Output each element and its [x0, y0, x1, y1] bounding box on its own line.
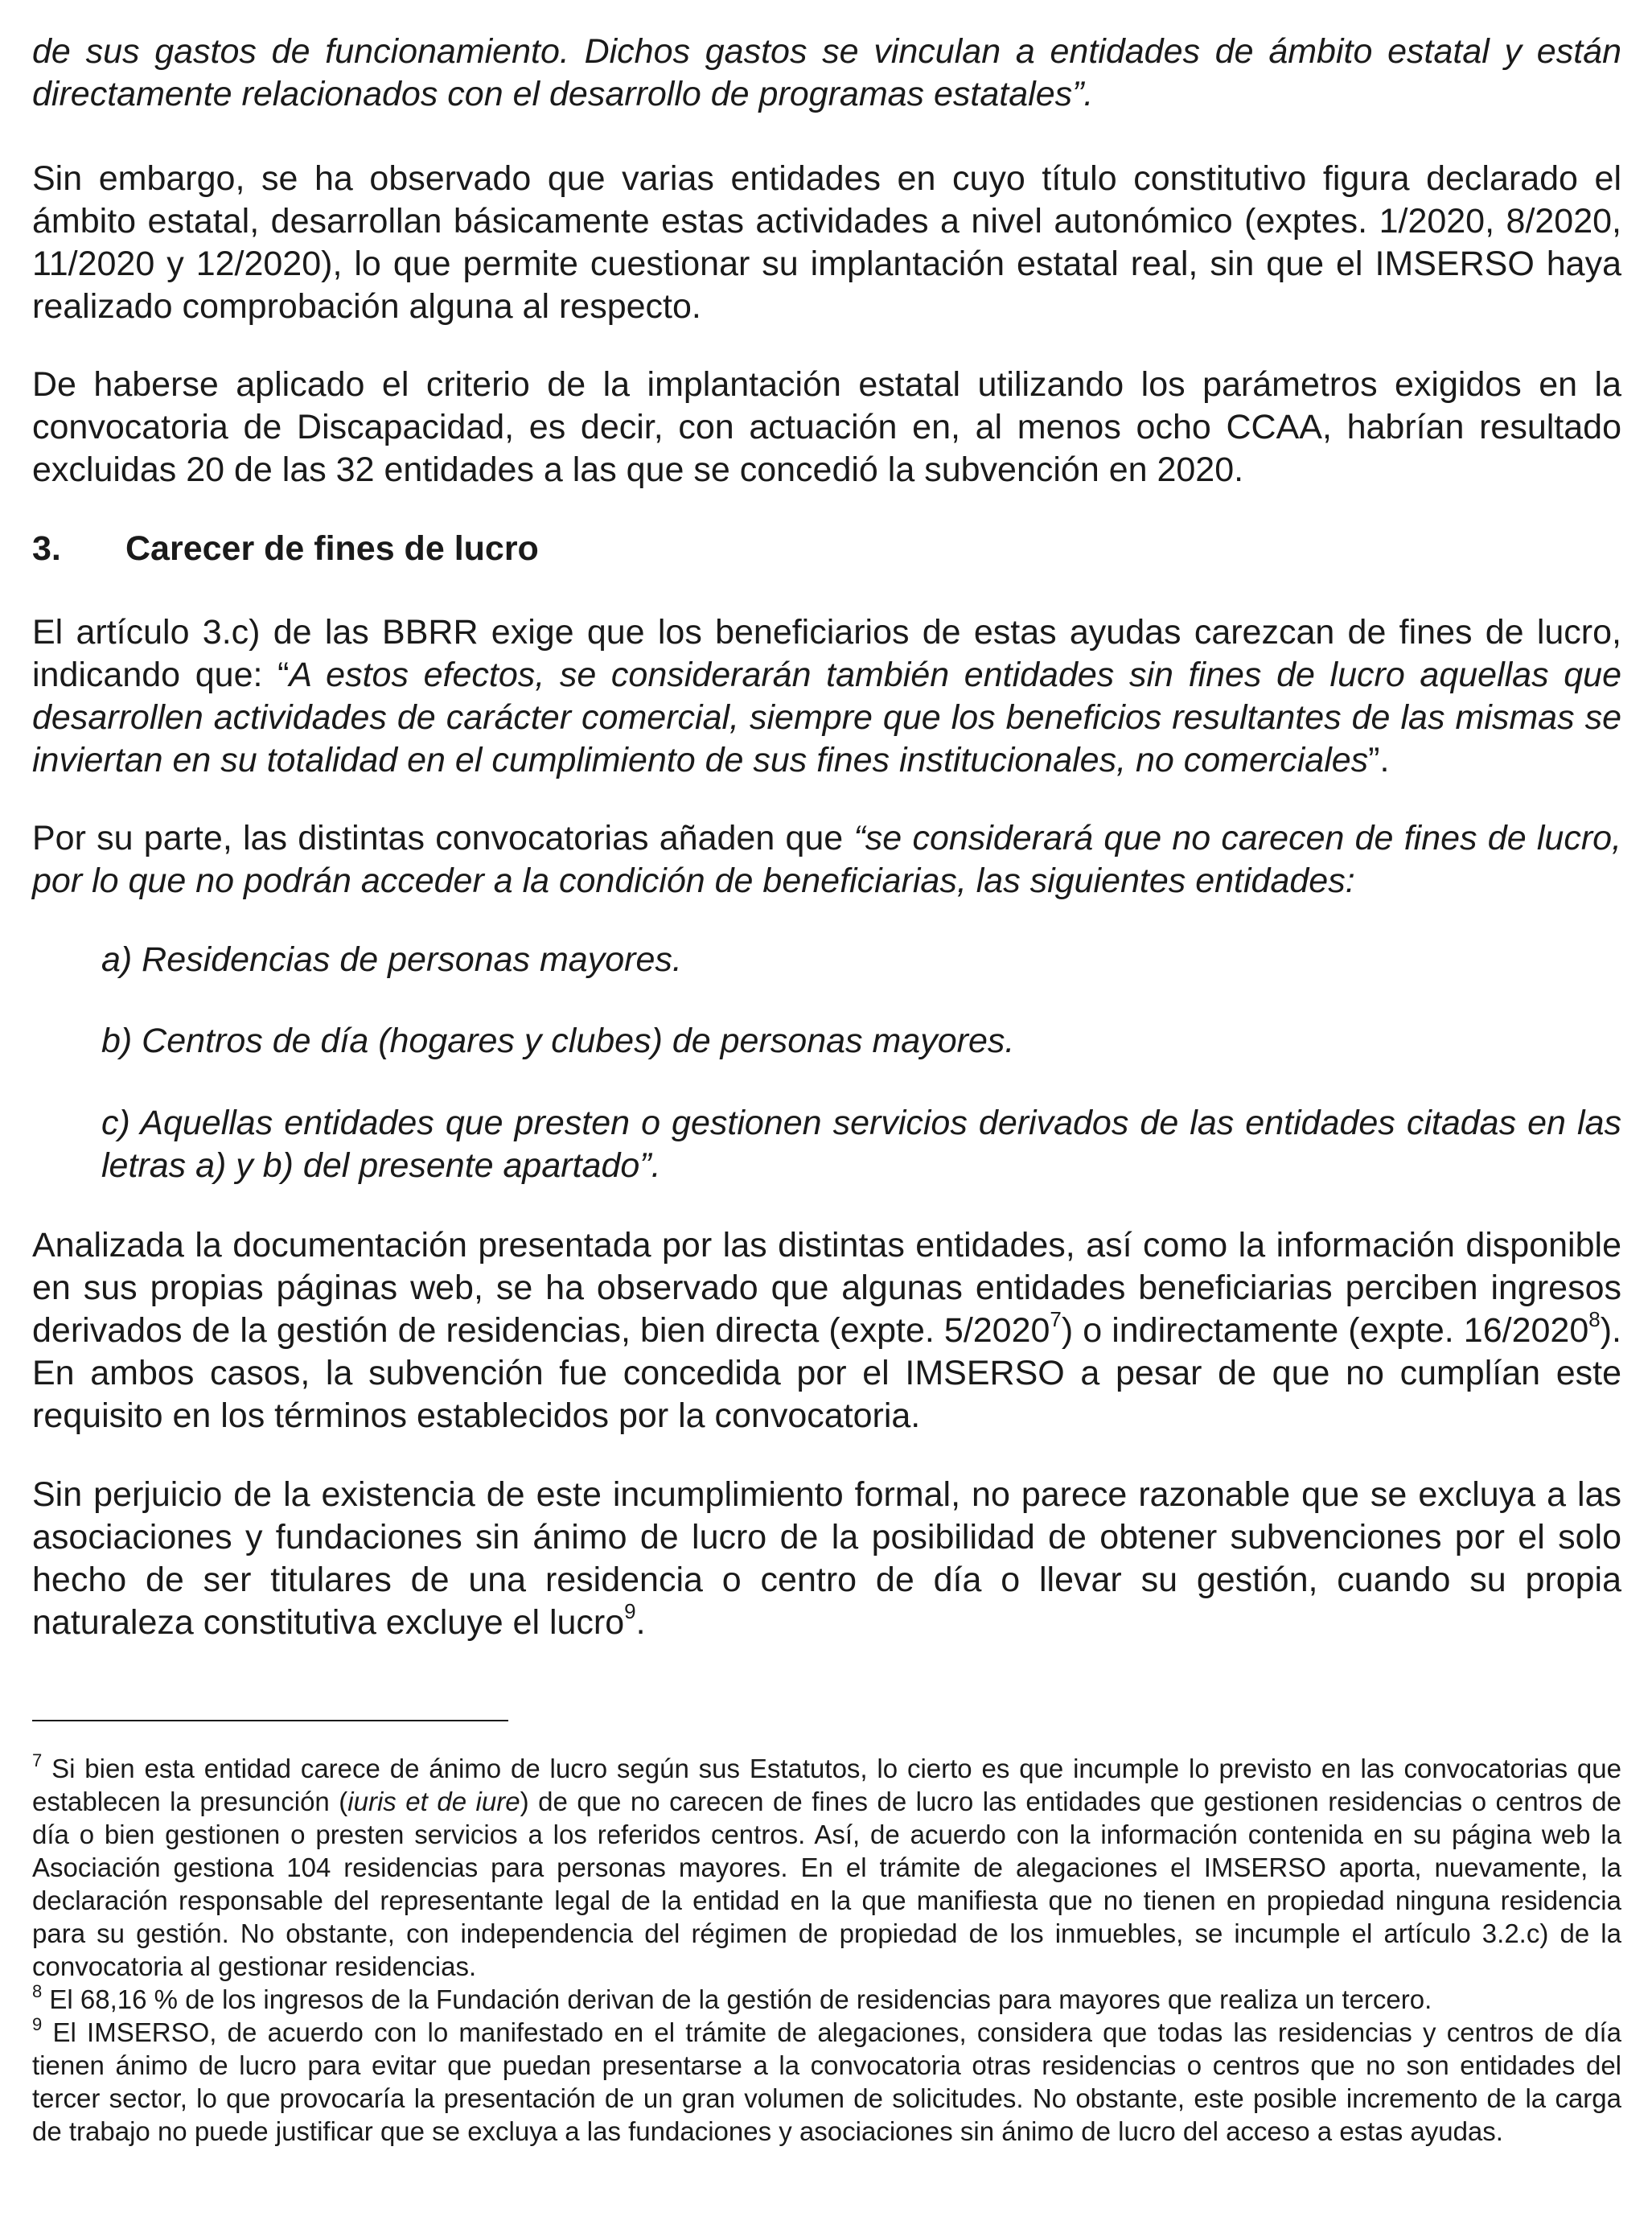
footnote-ref-8: 8 [1588, 1306, 1601, 1331]
articulo-lead: El artículo 3.c) de las BBRR exige que los beneficiarios de estas ayudas carezcan de fines de lucro, indicando que: “ [32, 613, 1621, 694]
list-item-c: c) Aquellas entidades que presten o gestionen servicios derivados de las entidades citadas en las letras a) y b) del presente apartado”. [101, 1104, 1621, 1185]
footnote-9-text: El IMSERSO, de acuerdo con lo manifestado en el trámite de alegaciones, considera que todas las residencias y centros de día tienen ánimo de lucro para evitar que puedan presentarse a la convocatoria otras residencias o centros que no son entidades del tercer sector, lo que provocaría la presentación de un gran volumen de solicitudes. No obstante, este posible incremento de la carga de trabajo no puede justificar que se excluya a las fundaciones y asociaciones sin ánimo de lucro del acceso a estas ayudas. [32, 2017, 1621, 2146]
list-item-b: b) Centros de día (hogares y clubes) de personas mayores. [101, 1022, 1015, 1060]
articulo-tail: ”. [1368, 741, 1390, 779]
footnote-9 [32, 2016, 1621, 2148]
sin-perjuicio-text: Sin perjuicio de la existencia de este incumplimiento formal, no parece razonable que se excluya a las asociaciones y fundaciones sin ánimo de lucro de la posibilidad de obtener subvenciones por el solo hecho de ser titulares de una residencia o centro de día o llevar su gestión, cuando su propia naturaleza constitutiva excluye el lucro [32, 1475, 1621, 1642]
footnote-ref-7: 7 [1050, 1306, 1062, 1331]
articulo-paragraph [32, 611, 1621, 782]
section-heading [32, 528, 1621, 570]
articulo-quote: A estos efectos, se considerarán también entidades sin fines de lucro aquellas que desarrollen actividades de carácter comercial, siempre que los beneficios resultantes de las mismas se inviertan en su totalidad en el cumplimiento de sus fines institucionales, no comerciales [32, 656, 1621, 779]
footnote-8-mark: 8 [32, 1981, 43, 2001]
section-number: 3. [32, 529, 61, 568]
analizada-paragraph [32, 1224, 1621, 1437]
footnotes [32, 1752, 1621, 2148]
footnote-8 [32, 1983, 1621, 2016]
footnote-8-text: El 68,16 % de los ingresos de la Fundación derivan de la gestión de residencias para mayores que realiza un tercero. [42, 1984, 1432, 2014]
sin-embargo-paragraph: Sin embargo, se ha observado que varias entidades en cuyo título constitutivo figura declarado el ámbito estatal, desarrollan básicamente estas actividades a nivel autonómico (exptes. 1/2020, 8/2020, 11/2020 y 12/2020), lo que permite cuestionar su implantación estatal real, sin que el IMSERSO haya realizado comprobación alguna al respecto. [32, 159, 1621, 326]
analizada-text-2: ) o indirectamente (expte. 16/2020 [1061, 1311, 1589, 1350]
footnote-ref-9: 9 [624, 1598, 636, 1623]
analizada-text-1: Analizada la documentación presentada por las distintas entidades, así como la información disponible en sus propias páginas web, se ha observado que algunas entidades beneficiarias perciben ingresos derivados de la gestión de residencias, bien directa (expte. 5/2020 [32, 1226, 1621, 1350]
por-su-parte-lead: Por su parte, las distintas convocatorias añaden que [32, 819, 854, 857]
footnote-7-italic: iuris et de iure [347, 1787, 520, 1816]
footnote-7-text-2: ) de que no carecen de fines de lucro las entidades que gestionen residencias o centros de día o bien gestionen o presten servicios a los referidos centros. Así, de acuerdo con la información contenida en su página web la Asociación gestiona 104 residencias para personas mayores. En el trámite de alegaciones el IMSERSO aporta, nuevamente, la declaración responsable del representante legal de la entidad en la que manifiesta que no tienen en propiedad ninguna residencia para su gestión. No obstante, con independencia del régimen de propiedad de los inmuebles, se incumple el artículo 3.2.c) de la convocatoria al gestionar residencias. [32, 1787, 1621, 1981]
footnote-7 [32, 1752, 1621, 1983]
footnote-separator [32, 1720, 508, 1721]
intro-quote-paragraph: de sus gastos de funcionamiento. Dichos gastos se vinculan a entidades de ámbito estatal y están directamente relacionados con el desarrollo de programas estatales”. [32, 32, 1621, 113]
por-su-parte-paragraph [32, 817, 1621, 903]
footnote-7-text-1: Si bien esta entidad carece de ánimo de lucro según sus Estatutos, lo cierto es que incumple lo previsto en las convocatorias que establecen la presunción ( [32, 1754, 1621, 1816]
por-su-parte-quote: “se considerará que no carecen de fines de lucro, por lo que no podrán acceder a la condición de beneficiarias, las siguientes entidades: [32, 819, 1621, 900]
sin-perjuicio-tail: . [635, 1603, 646, 1642]
sin-perjuicio-paragraph [32, 1474, 1621, 1644]
footnote-7-mark: 7 [32, 1750, 43, 1770]
footnote-9-mark: 9 [32, 2014, 43, 2034]
de-haberse-paragraph: De haberse aplicado el criterio de la implantación estatal utilizando los parámetros exigidos en la convocatoria de Discapacidad, es decir, con actuación en, al menos ocho CCAA, habrían resultado excluidas 20 de las 32 entidades a las que se concedió la subvención en 2020. [32, 365, 1621, 489]
analizada-text-3: ). En ambos casos, la subvención fue concedida por el IMSERSO a pesar de que no cumplían este requisito en los términos establecidos por la convocatoria. [32, 1311, 1621, 1435]
list-item-a: a) Residencias de personas mayores. [101, 940, 682, 979]
section-title: Carecer de fines de lucro [125, 529, 539, 568]
